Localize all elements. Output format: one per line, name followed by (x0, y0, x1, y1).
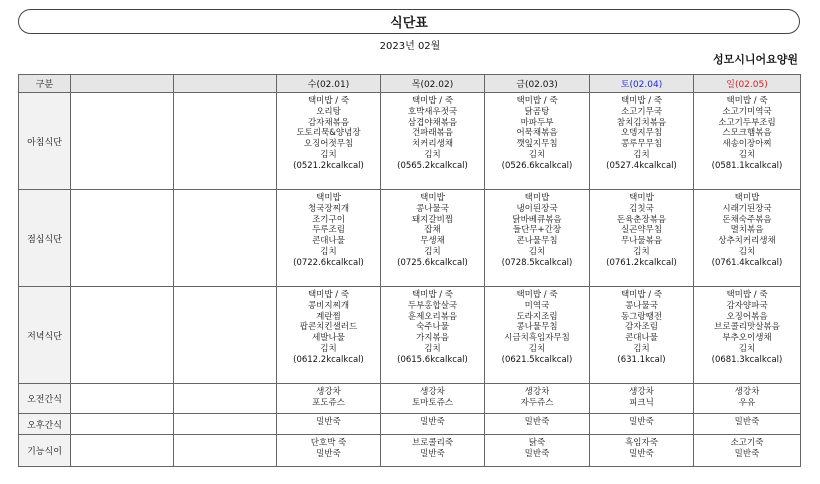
menu-cell (381, 384, 485, 414)
menu-item: 생강차 (734, 387, 760, 397)
menu-item: 흑임자죽 (625, 438, 658, 448)
menu-item: 브로콜리맛살볶음 (714, 322, 780, 333)
menu-item: (0565.2kcalkcal) (397, 160, 468, 171)
menu-item: (0615.6kcalkcal) (397, 354, 468, 365)
menu-item: 계란찜 (316, 311, 341, 322)
menu-item: 밀반죽 (420, 448, 445, 459)
menu-item: 호박새우젓국 (407, 106, 458, 117)
menu-cell (277, 384, 381, 414)
menu-item: 택미밥 / 죽 (726, 96, 768, 106)
menu-item: 김치 (528, 149, 546, 160)
dinner-row (19, 287, 801, 384)
menu-item: 돈채숙주볶음 (722, 214, 772, 225)
menu-item: 닭바베큐볶음 (512, 214, 562, 225)
menu-cell (694, 287, 801, 384)
menu-item: 치커리생채 (411, 139, 454, 150)
menu-item: (0521.2kcalkcal) (293, 160, 364, 171)
menu-item: 두부홍합살국 (407, 300, 458, 311)
menu-item: 돈육춘장볶음 (616, 214, 667, 225)
menu-item: (631.1kcal) (617, 354, 666, 365)
menu-item: 무나물볶음 (620, 236, 663, 247)
menu-item: 밀반죽 (316, 448, 341, 459)
menu-item: 오징어젓무침 (303, 139, 354, 150)
menu-item: 무생채 (420, 236, 445, 247)
facility-name: 성모시니어요양원 (712, 53, 798, 66)
menu-item: 닭곰탕 (524, 106, 550, 117)
menu-item: 오리탕 (316, 106, 341, 117)
meal-category-label: 오후간식 (19, 414, 71, 435)
blank-cell (71, 93, 174, 190)
day-header: 목(02.02) (381, 75, 485, 93)
blank-cell (71, 384, 174, 414)
blank-cell (174, 414, 277, 435)
menu-item: 콘나물무침 (516, 236, 558, 247)
menu-item: 미역국 (524, 300, 550, 311)
blank-cell (174, 93, 277, 190)
page-title: 식단표 (390, 16, 428, 31)
menu-item: 스모크햄볶음 (722, 128, 772, 139)
menu-item: (0581.1kcalkcal) (711, 160, 783, 171)
menu-cell (277, 287, 381, 384)
menu-item: 밀반죽 (316, 417, 341, 427)
menu-item: 감자조림 (625, 322, 658, 333)
menu-item: 김치 (528, 246, 546, 257)
menu-item: 택미밥 (734, 193, 760, 203)
menu-item: 밀반죽 (524, 448, 550, 459)
blank-header-cell (71, 75, 174, 93)
menu-cell (694, 384, 801, 414)
menu-item: 소고기미역국 (722, 106, 772, 117)
menu-cell (485, 435, 590, 467)
menu-cell (381, 414, 485, 435)
menu-item: 밀반죽 (629, 417, 654, 427)
menu-item: 택미밥 / 죽 (307, 96, 350, 106)
menu-item: 청국장찌개 (307, 203, 350, 214)
menu-item: (0621.5kcalkcal) (501, 354, 573, 365)
blank-header-cell (174, 75, 277, 93)
menu-item: 조기구이 (312, 214, 345, 225)
menu-item: 부추오이생채 (722, 333, 772, 344)
menu-item: 소고기무국 (620, 106, 663, 117)
menu-item: 김치 (738, 343, 756, 354)
menu-item: 택미밥 / 죽 (516, 96, 558, 106)
menu-cell (381, 93, 485, 190)
menu-item: 시래기된장국 (722, 203, 772, 214)
functional-meal-row (19, 435, 801, 467)
day-header: 금(02.03) (485, 75, 590, 93)
menu-item: 냉이된장국 (516, 203, 558, 214)
menu-item: 팝콘치킨샐러드 (299, 322, 358, 333)
meal-category-label: 오전간식 (19, 384, 71, 414)
menu-item: 도라지조림 (516, 311, 558, 322)
meal-category-label: 기능식이 (19, 435, 71, 467)
blank-cell (174, 190, 277, 287)
menu-item: 콩루무무침 (620, 139, 663, 150)
blank-cell (71, 287, 174, 384)
blank-cell (174, 384, 277, 414)
menu-item: 생강차 (420, 387, 445, 397)
menu-item: 택미밥 (629, 193, 654, 203)
menu-item: 김치 (320, 343, 337, 354)
corner-label: 구분 (19, 75, 71, 93)
menu-item: 가지볶음 (416, 333, 449, 344)
menu-cell (485, 287, 590, 384)
breakfast-row (19, 93, 801, 190)
menu-item: 피크닉 (629, 397, 654, 408)
menu-cell (277, 435, 381, 467)
menu-item: 숙주나물 (416, 322, 449, 333)
menu-item: 콩나물국 (416, 203, 449, 214)
afternoon-snack-row (19, 414, 801, 435)
header-row (19, 75, 801, 93)
menu-item: (0761.4kcalkcal) (711, 257, 783, 268)
menu-item: 단호박 죽 (310, 438, 347, 448)
menu-item: 콩나물국 (625, 300, 658, 311)
menu-item: 포도쥬스 (312, 397, 345, 408)
menu-item: 택미밥 (420, 193, 445, 203)
menu-item: 김치 (320, 149, 337, 160)
menu-cell (694, 93, 801, 190)
meal-category-label: 아침식단 (19, 93, 71, 190)
menu-item: (0681.3kcalkcal) (711, 354, 783, 365)
menu-item: 들단무+간장 (512, 225, 562, 236)
blank-cell (174, 435, 277, 467)
menu-item: 콘대나물 (625, 333, 658, 344)
menu-date: 2023년 02월 (379, 41, 441, 52)
menu-item: 닭죽 (528, 438, 546, 448)
menu-cell (277, 414, 381, 435)
menu-item: 택미밥 / 죽 (726, 290, 768, 300)
menu-item: 브로콜리죽 (411, 438, 454, 448)
menu-item: 토마토쥬스 (411, 397, 454, 408)
menu-item: 잡채 (424, 225, 441, 236)
menu-cell (485, 414, 590, 435)
menu-item: 콩비지찌개 (307, 300, 350, 311)
menu-item: 김치 (633, 343, 650, 354)
menu-cell (381, 435, 485, 467)
menu-item: (0728.5kcalkcal) (501, 257, 573, 268)
day-header: 수(02.01) (277, 75, 381, 93)
menu-cell (277, 93, 381, 190)
menu-item: (0612.2kcalkcal) (293, 354, 364, 365)
blank-cell (71, 190, 174, 287)
menu-cell (277, 190, 381, 287)
menu-item: 김치 (320, 246, 337, 257)
menu-item: 돼지갈비찜 (411, 214, 454, 225)
menu-item: 멸치볶음 (730, 225, 764, 236)
menu-item: 감자채볶음 (307, 117, 350, 128)
blank-cell (174, 287, 277, 384)
day-header-sunday: 일(02.05) (694, 75, 801, 93)
menu-cell (485, 190, 590, 287)
menu-item: 생강차 (524, 387, 550, 397)
menu-item: 깻잎지무침 (516, 139, 558, 150)
menu-item: 실곤약무침 (620, 225, 663, 236)
menu-cell (694, 414, 801, 435)
menu-cell (590, 287, 694, 384)
menu-cell (381, 287, 485, 384)
menu-item: 동그랑땡전 (620, 311, 663, 322)
menu-cell (694, 190, 801, 287)
menu-item: (0761.2kcalkcal) (606, 257, 677, 268)
menu-item: 두루조림 (312, 225, 345, 236)
menu-item: 김치 (633, 149, 650, 160)
menu-item: 소고기죽 (730, 438, 764, 448)
menu-item: 상추치커리생채 (718, 236, 776, 247)
menu-item: 시금치흑임자무침 (504, 333, 570, 344)
menu-item: 새송이장아찌 (722, 139, 772, 150)
meal-category-label: 점심식단 (19, 190, 71, 287)
menu-item: 택미밥 (524, 193, 550, 203)
menu-item: 택미밥 / 죽 (411, 290, 454, 300)
menu-item: 택미밥 / 죽 (411, 96, 454, 106)
menu-item: 택미밥 (316, 193, 341, 203)
menu-item: 소고기두부조림 (718, 117, 776, 128)
menu-item: 밀반죽 (420, 417, 445, 427)
menu-cell (485, 384, 590, 414)
menu-item: 택미밥 / 죽 (516, 290, 558, 300)
menu-item: 건파래볶음 (411, 128, 454, 139)
menu-item: 훈제오리볶음 (407, 311, 458, 322)
menu-item: 자두쥬스 (520, 397, 554, 408)
menu-item: 김칫국 (629, 203, 654, 214)
menu-item: 밀반죽 (734, 448, 760, 459)
menu-item: 어묵채볶음 (516, 128, 558, 139)
menu-cell (694, 435, 801, 467)
blank-cell (71, 435, 174, 467)
menu-item: 생강차 (629, 387, 654, 397)
menu-item: 감자양파국 (726, 300, 768, 311)
menu-item: 김치 (424, 246, 441, 257)
menu-item: 참치김치볶음 (616, 117, 667, 128)
menu-item: 택미밥 / 죽 (307, 290, 350, 300)
menu-item: 김치 (528, 343, 546, 354)
page-title-box (18, 9, 800, 34)
menu-item: 밀반죽 (734, 417, 760, 427)
day-header-saturday: 토(02.04) (590, 75, 694, 93)
morning-snack-row (19, 384, 801, 414)
menu-item: 오징어볶음 (726, 311, 768, 322)
menu-cell (590, 93, 694, 190)
menu-item: 김치 (738, 149, 756, 160)
menu-item: 김치 (738, 246, 756, 257)
menu-item: 우유 (738, 397, 756, 408)
menu-cell (381, 190, 485, 287)
menu-cell (590, 190, 694, 287)
menu-item: 생강차 (316, 387, 341, 397)
menu-item: 밀반죽 (524, 417, 550, 427)
menu-item: 삼겹야채볶음 (407, 117, 458, 128)
menu-item: (0725.6kcalkcal) (397, 257, 468, 268)
menu-item: 김치 (424, 149, 441, 160)
menu-cell (590, 435, 694, 467)
menu-item: (0526.6kcalkcal) (501, 160, 573, 171)
blank-cell (71, 414, 174, 435)
menu-item: 김치 (633, 246, 650, 257)
meal-category-label: 저녁식단 (19, 287, 71, 384)
menu-cell (590, 414, 694, 435)
menu-item: 마파두부 (520, 117, 554, 128)
menu-item: 세발나물 (312, 333, 345, 344)
menu-item: 오뎅지무침 (620, 128, 663, 139)
menu-item: (0527.4kcalkcal) (606, 160, 677, 171)
menu-cell (590, 384, 694, 414)
menu-item: (0722.6kcalkcal) (293, 257, 364, 268)
menu-item: 콘대나물 (312, 236, 345, 247)
menu-item: 김치 (424, 343, 441, 354)
menu-item: 밀반죽 (629, 448, 654, 459)
meal-plan-table (18, 74, 801, 467)
menu-item: 도토리묵&양념장 (296, 128, 361, 139)
menu-item: 콩나물무침 (516, 322, 558, 333)
menu-item: 택미밥 / 죽 (620, 290, 663, 300)
lunch-row (19, 190, 801, 287)
menu-item: 택미밥 / 죽 (620, 96, 663, 106)
menu-cell (485, 93, 590, 190)
